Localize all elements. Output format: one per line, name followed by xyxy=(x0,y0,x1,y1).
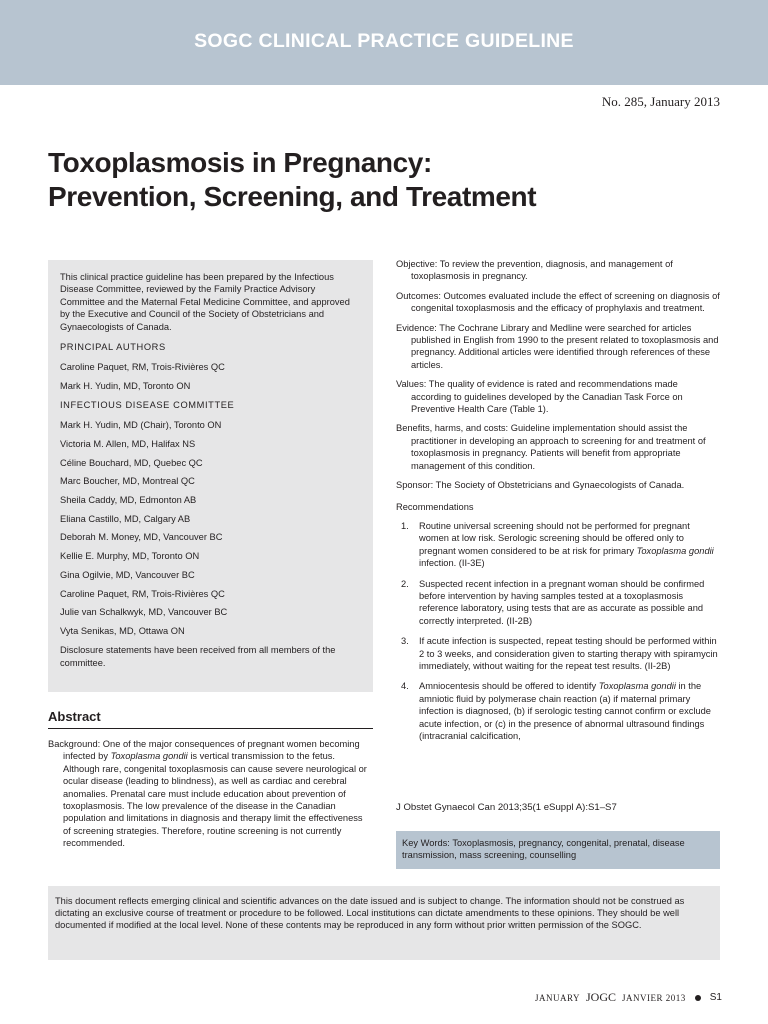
sponsor-label: Sponsor: xyxy=(396,480,434,491)
organism-name: Toxoplasma gondii xyxy=(598,681,676,692)
committee-members-list xyxy=(60,419,361,637)
disclaimer-notice: This document reflects emerging clinical and scientific advances on the date issued and is subject to change. The information should not be construed as dictating an exclusive course of treatment or procedure to be followed. Local institutions can dictate amendments to these opinions. They should be well documented if modified at the local level. None of these contents may be reproduced in any form without prior written permission of the SOGC. xyxy=(48,886,720,960)
committee-heading: INFECTIOUS DISEASE COMMITTEE xyxy=(60,399,235,410)
title-line-1: Toxoplasmosis in Pregnancy: xyxy=(48,147,432,178)
recommendation-text: If acute infection is suspected, repeat testing should be performed within 2 to 3 weeks, and consideration given to starting therapy with spiramycin immediately, without waiting for the repeat test results. (II-2B) xyxy=(419,636,718,671)
recommendation-number: 3. xyxy=(401,636,409,647)
issue-number: No. 285, January 2013 xyxy=(601,94,720,109)
objective-para xyxy=(396,258,720,283)
abstract-heading: Abstract xyxy=(48,709,101,724)
committee-member: Céline Bouchard, MD, Quebec QC xyxy=(60,457,203,468)
footer-journal: JOGC xyxy=(586,990,617,1004)
recommendation-number: 2. xyxy=(401,578,409,589)
principal-authors-heading: PRINCIPAL AUTHORS xyxy=(60,342,166,353)
committee-member: Victoria M. Allen, MD, Halifax NS xyxy=(60,438,196,449)
header-banner xyxy=(0,0,768,85)
footer-january: JANUARY xyxy=(534,992,580,1003)
organism-name: Toxoplasma gondii xyxy=(110,751,188,762)
banner-title: SOGC CLINICAL PRACTICE GUIDELINE xyxy=(194,30,574,52)
abstract-background xyxy=(48,738,368,850)
recommendations-list xyxy=(396,520,720,743)
outcomes-para xyxy=(396,290,720,315)
committee-member: Sheila Caddy, MD, Edmonton AB xyxy=(60,495,197,506)
recommendations-heading: Recommendations xyxy=(396,501,474,512)
objective-text: To review the prevention, diagnosis, and management of toxoplasmosis in pregnancy. xyxy=(411,259,673,282)
committee-member: Eliana Castillo, MD, Calgary AB xyxy=(60,513,191,524)
committee-member: Deborah M. Money, MD, Vancouver BC xyxy=(60,532,223,543)
outcomes-label: Outcomes: xyxy=(396,290,441,301)
recommendation-text-cont: in the amniotic fluid by polymerase chain reaction (a) if maternal primary infection is diagnosed, (b) if serologic testing cannot confirm or exclude acute infection, or (c) in the presence of abnormal ultrasound findings (intracranial calcification, xyxy=(419,681,711,741)
committee-member: Vyta Senikas, MD, Ottawa ON xyxy=(60,625,185,636)
abstract-right-column xyxy=(396,258,720,750)
disclosure-statement: Disclosure statements have been received from all members of the committee. xyxy=(60,645,336,668)
journal-citation: J Obstet Gynaecol Can 2013;35(1 eSuppl A):S1–S7 xyxy=(396,802,617,813)
bullet-icon xyxy=(695,995,701,1001)
benefits-para xyxy=(396,422,720,472)
page-title xyxy=(48,146,708,214)
organism-name: Toxoplasma gondii xyxy=(636,545,714,556)
keywords-text: Toxoplasmosis, pregnancy, congenital, prenatal, disease transmission, mass screening, counselling xyxy=(402,838,685,861)
recommendation-item xyxy=(396,680,720,742)
committee-member: Caroline Paquet, RM, Trois-Rivières QC xyxy=(60,588,225,599)
recommendation-text: Routine universal screening should not be performed for pregnant women at low risk. Serologic screening should be offered only to pregnant women considered to be at risk for primary xyxy=(419,520,690,556)
abstract-divider xyxy=(48,728,373,729)
sponsor-text: The Society of Obstetricians and Gynaecologists of Canada. xyxy=(435,480,685,491)
benefits-text: Guideline implementation should assist the practitioner in developing an approach to screening for and treatment of toxoplasmosis in pregnancy. Patients will benefit from appropriate management of this condition. xyxy=(411,423,706,471)
committee-member: Mark H. Yudin, MD (Chair), Toronto ON xyxy=(60,420,222,431)
benefits-label: Benefits, harms, and costs: xyxy=(396,423,509,434)
page-footer xyxy=(535,990,722,1005)
sponsor-para xyxy=(396,479,720,491)
recommendation-text: Amniocentesis should be offered to identify xyxy=(419,681,597,692)
principal-author: Mark H. Yudin, MD, Toronto ON xyxy=(60,381,191,392)
committee-sidebox xyxy=(48,260,373,692)
principal-authors-list xyxy=(60,361,361,392)
recommendation-number: 1. xyxy=(401,520,409,531)
background-text: One of the major consequences of pregnant women becoming infected by xyxy=(63,739,360,762)
evidence-text: The Cochrane Library and Medline were searched for articles published in English from 1990 to the present related to toxoplasmosis and pregnancy. Additional articles were identified through references of these articles. xyxy=(411,322,719,370)
recommendation-item xyxy=(396,578,720,628)
abstract-body xyxy=(48,738,368,856)
committee-member: Kellie E. Murphy, MD, Toronto ON xyxy=(60,551,200,562)
recommendation-item xyxy=(396,635,720,672)
recommendation-item xyxy=(396,520,720,570)
recommendation-text: Suspected recent infection in a pregnant woman should be confirmed before intervention by having samples tested at a toxoplasmosis reference laboratory, using tests that are as accurate as possible and correctly interpreted. (II-2B) xyxy=(419,578,705,626)
recommendation-number: 4. xyxy=(401,681,409,692)
objective-label: Objective: xyxy=(396,259,438,269)
guideline-intro: This clinical practice guideline has been prepared by the Infectious Disease Committee, reviewed by the Family Practice Advisory Committee and the Maternal Fetal Medicine Committee, and approved by the Executive and Council of the Society of Obstetricians and Gynaecologists of Canada. xyxy=(60,272,350,332)
values-para xyxy=(396,378,720,415)
keywords-box xyxy=(396,831,720,869)
principal-author: Caroline Paquet, RM, Trois-Rivières QC xyxy=(60,362,225,373)
background-label: Background: xyxy=(48,739,101,749)
values-label: Values: xyxy=(396,379,427,390)
background-text-cont: is vertical transmission to the fetus. Although rare, congenital toxoplasmosis can cause severe neurological or ocular disease (leading to blindness), as well as cardiac and cerebral anomalies. Prenatal care must include education about prevention of toxoplasmosis. The low prevalence of the disease in the Canadian population and limitations in diagnosis and therapy limit the effectiveness of screening strategies. Therefore, routine screening is not currently recommended. xyxy=(63,751,367,849)
committee-member: Gina Ogilvie, MD, Vancouver BC xyxy=(60,569,195,580)
evidence-para xyxy=(396,322,720,372)
committee-member: Julie van Schalkwyk, MD, Vancouver BC xyxy=(60,607,228,618)
footer-janvier: JANVIER 2013 xyxy=(622,992,686,1003)
title-line-2: Prevention, Screening, and Treatment xyxy=(48,181,537,212)
committee-member: Marc Boucher, MD, Montreal QC xyxy=(60,476,195,487)
values-text: The quality of evidence is rated and recommendations made according to guidelines developed by the Canadian Task Force on Preventive Health Care (Table 1). xyxy=(411,379,683,415)
evidence-label: Evidence: xyxy=(396,322,437,333)
outcomes-text: Outcomes evaluated include the effect of screening on diagnosis of congenital toxoplasmosis and the efficacy of prophylaxis and treatment. xyxy=(411,290,720,314)
keywords-label: Key Words: xyxy=(402,838,450,848)
recommendation-text-cont: infection. (II-3E) xyxy=(419,558,485,569)
page-number: S1 xyxy=(709,992,722,1003)
